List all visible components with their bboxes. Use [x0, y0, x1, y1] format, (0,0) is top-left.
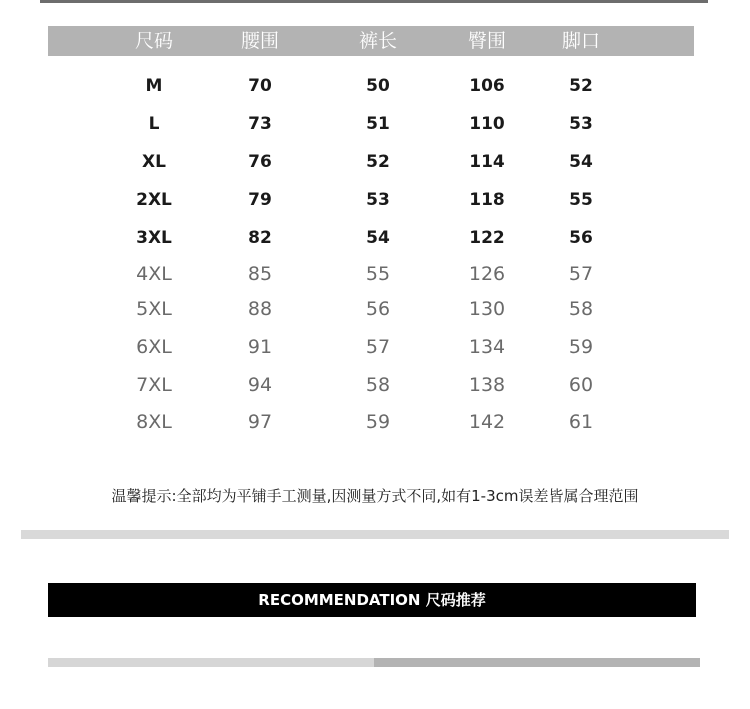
cell-hem: 55: [569, 190, 593, 210]
cell-length: 50: [366, 76, 390, 96]
cell-size: 3XL: [136, 228, 172, 248]
bottom-bar-left: [48, 658, 374, 667]
cell-size: M: [145, 76, 163, 96]
cell-length: 54: [366, 228, 390, 248]
cell-length: 51: [366, 114, 390, 134]
table-row: [0, 144, 750, 180]
table-row: [0, 106, 750, 142]
header-length: 裤长: [358, 30, 398, 52]
cell-size: L: [148, 114, 160, 134]
cell-length: 58: [365, 374, 391, 396]
cell-waist: 94: [247, 374, 273, 396]
cell-hem: 54: [569, 152, 593, 172]
cell-waist: 88: [247, 298, 273, 320]
top-divider: [40, 0, 708, 3]
cell-waist: 70: [248, 76, 272, 96]
cell-hip: 134: [468, 336, 506, 358]
table-row: [0, 182, 750, 218]
cell-hip: 142: [468, 411, 506, 433]
cell-length: 56: [365, 298, 391, 320]
cell-length: 57: [365, 336, 391, 358]
table-row: [0, 220, 750, 256]
cell-length: 55: [365, 263, 391, 285]
cell-size: 7XL: [136, 374, 172, 396]
cell-hip: 130: [468, 298, 506, 320]
header-size: 尺码: [134, 30, 174, 52]
cell-waist: 97: [247, 411, 273, 433]
cell-hip: 138: [468, 374, 506, 396]
header-hip: 臀围: [467, 30, 507, 52]
cell-hem: 57: [568, 263, 594, 285]
table-row: [0, 68, 750, 104]
cell-waist: 79: [248, 190, 272, 210]
cell-waist: 91: [247, 336, 273, 358]
cell-hip: 110: [469, 114, 505, 134]
table-row: [0, 404, 750, 440]
cell-size: XL: [142, 152, 166, 172]
cell-hem: 52: [569, 76, 593, 96]
cell-hip: 114: [469, 152, 505, 172]
cell-size: 6XL: [136, 336, 172, 358]
header-waist: 腰围: [240, 30, 280, 52]
cell-length: 53: [366, 190, 390, 210]
cell-hem: 60: [568, 374, 594, 396]
recommendation-banner: RECOMMENDATION 尺码推荐: [48, 583, 696, 617]
cell-hem: 61: [568, 411, 594, 433]
cell-waist: 85: [247, 263, 273, 285]
cell-size: 5XL: [136, 298, 172, 320]
cell-hem: 59: [568, 336, 594, 358]
cell-waist: 73: [248, 114, 272, 134]
cell-hem: 56: [569, 228, 593, 248]
cell-waist: 82: [248, 228, 272, 248]
table-row: [0, 367, 750, 403]
cell-hip: 126: [468, 263, 506, 285]
size-table-header: [48, 26, 694, 56]
cell-hip: 122: [469, 228, 505, 248]
header-hem: 脚口: [561, 30, 601, 52]
measurement-tip: 温馨提示:全部均为平铺手工测量,因测量方式不同,如有1-3cm误差皆属合理范围: [111, 487, 639, 505]
cell-size: 4XL: [136, 263, 172, 285]
cell-hem: 53: [569, 114, 593, 134]
cell-length: 52: [366, 152, 390, 172]
table-row: [0, 256, 750, 292]
cell-waist: 76: [248, 152, 272, 172]
table-row: [0, 329, 750, 365]
cell-hem: 58: [568, 298, 594, 320]
cell-hip: 106: [469, 76, 505, 96]
cell-size: 8XL: [136, 411, 172, 433]
section-divider: [21, 530, 729, 539]
cell-length: 59: [365, 411, 391, 433]
bottom-bar-right: [374, 658, 700, 667]
cell-size: 2XL: [136, 190, 172, 210]
table-row: [0, 291, 750, 327]
cell-hip: 118: [469, 190, 505, 210]
